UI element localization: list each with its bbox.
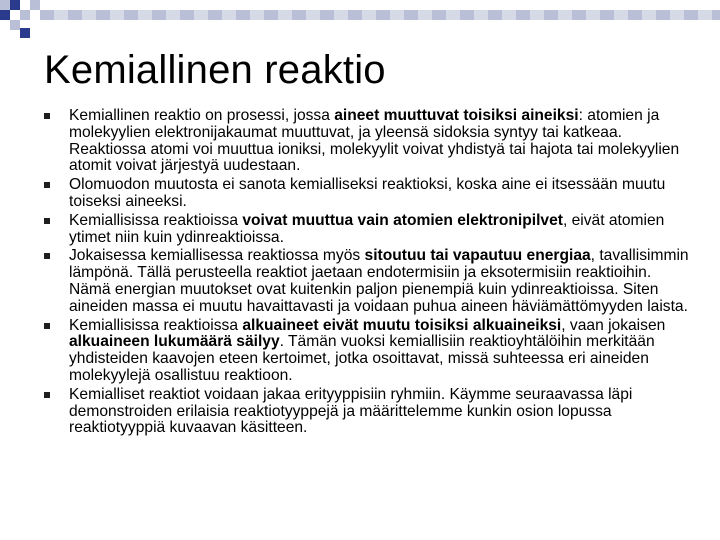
square-bullet-icon <box>44 253 50 259</box>
checker-band-cell <box>404 10 418 20</box>
checker-band-cell <box>334 10 348 20</box>
bullet-text <box>69 212 664 246</box>
checker-band-cell <box>82 10 96 20</box>
text-run: Jokaisessa kemiallisessa reaktiossa myös <box>69 247 365 265</box>
checker-band-cell <box>712 10 720 20</box>
bullet-text <box>69 247 689 314</box>
checker-band-cell <box>460 10 474 20</box>
text-run: Kemiallisissa reaktioissa <box>69 211 243 229</box>
checker-band-cell <box>642 10 656 20</box>
bullet-text <box>69 176 665 210</box>
text-run: , eivät atomien ytimet niin kuin ydinreaktioissa. <box>69 211 665 246</box>
checker-band-cell <box>516 10 530 20</box>
checker-band-cell <box>208 10 222 20</box>
checker-square <box>0 0 10 10</box>
bullet-list <box>44 108 694 439</box>
checker-band-cell <box>138 10 152 20</box>
checker-band-cell <box>544 10 558 20</box>
checker-band-cell <box>684 10 698 20</box>
checker-band-cell <box>264 10 278 20</box>
checker-band-cell <box>558 10 572 20</box>
checker-band-cell <box>390 10 404 20</box>
square-bullet-icon <box>44 218 50 224</box>
checker-band-cell <box>40 10 54 20</box>
checker-band-cell <box>194 10 208 20</box>
bold-phrase: alkuaineet eivät muutu toisiksi alkuaineiksi <box>242 316 562 334</box>
square-bullet-icon <box>44 113 50 119</box>
checker-band-cell <box>68 10 82 20</box>
bold-phrase: aineet muuttuvat toisiksi aineiksi <box>334 107 579 124</box>
checker-band-cell <box>530 10 544 20</box>
checker-band-cell <box>474 10 488 20</box>
square-bullet-icon <box>44 182 50 188</box>
checker-band-cell <box>418 10 432 20</box>
checker-square <box>10 20 20 30</box>
checker-band-cell <box>432 10 446 20</box>
checker-band-cell <box>376 10 390 20</box>
checker-band-cell <box>600 10 614 20</box>
text-run: , tavallisimmin lämpönä. Tällä perusteella reaktiot jaetaan endotermisiin ja eksotermisiin reaktioihin. Nämä energian muutokset ovat kuitenkin paljon pienempiä kuin ydinreaktioissa. Siten aineiden massa ei muutu havaittavasti ja voidaan puhua aineen häviämättömyyden laista. <box>69 247 689 315</box>
checker-band-cell <box>698 10 712 20</box>
checker-band-cell <box>222 10 236 20</box>
checker-band-cell <box>670 10 684 20</box>
checker-band-cell <box>54 10 68 20</box>
bullet-item-6 <box>44 387 694 437</box>
square-bullet-icon <box>44 323 50 329</box>
checker-square <box>0 10 10 20</box>
checker-band-cell <box>586 10 600 20</box>
bullet-item-4 <box>44 248 694 315</box>
checker-band-cell <box>362 10 376 20</box>
text-run: Olomuodon muutosta ei sanota kemialliseksi reaktioksi, koska aine ei itsessään muutu toiseksi aineeksi. <box>69 176 666 210</box>
bullet-text <box>69 386 632 437</box>
checker-band-cell <box>572 10 586 20</box>
checker-band-cell <box>628 10 642 20</box>
text-run: , vaan jokaisen <box>561 316 666 334</box>
square-bullet-icon <box>44 392 50 398</box>
checker-band-cell <box>502 10 516 20</box>
checker-band-cell <box>488 10 502 20</box>
checker-band-cell <box>236 10 250 20</box>
bold-phrase: sitoutuu tai vapautuu energiaa <box>364 247 591 265</box>
checker-square <box>10 0 20 10</box>
checker-band-cell <box>320 10 334 20</box>
bullet-item-2 <box>44 177 694 211</box>
text-run: : atomien ja molekyylien elektronijakaumat muuttuvat, ja yleensä sidoksia syntyy tai katkeaa. Reaktiossa atomi voi muuttua ioniksi, molekyylit voivat yhdistyä tai hajota tai molekyylien atomit voivat järjestyä uudestaan. <box>69 107 680 175</box>
text-run: Kemiallisissa reaktioissa <box>69 316 243 334</box>
checker-square <box>30 0 40 10</box>
checker-band-cell <box>292 10 306 20</box>
checker-band-cell <box>656 10 670 20</box>
checker-square <box>20 10 30 20</box>
checker-band-cell <box>110 10 124 20</box>
checker-band-cell <box>96 10 110 20</box>
bullet-item-5 <box>44 318 694 385</box>
checker-band-cell <box>152 10 166 20</box>
text-run: Kemialliset reaktiot voidaan jakaa erityyppisiin ryhmiin. Käymme seuraavassa läpi demonstroiden erilaisia reaktiotyyppejä ja määrittelemme kunkin osion lopussa reaktiotyyppiä kuvaavan käsitteen. <box>69 385 633 437</box>
checker-square <box>20 28 30 38</box>
bullet-item-1 <box>44 108 694 175</box>
slide-title: Kemiallinen reaktio <box>44 48 386 92</box>
text-run: Kemiallinen reaktio on prosessi, jossa <box>69 107 335 124</box>
checker-band-cell <box>348 10 362 20</box>
bullet-text <box>69 107 679 174</box>
bullet-item-3 <box>44 213 694 247</box>
text-run: . Tämän vuoksi kemiallisiin reaktioyhtälöihin merkitään yhdisteiden kaavojen eteen kertoimet, jotka osoittavat, missä suhteessa eri aineiden molekyylejä osallistuu reaktioon. <box>69 333 655 384</box>
checker-band-cell <box>278 10 292 20</box>
checker-band-cell <box>124 10 138 20</box>
checker-band-cell <box>180 10 194 20</box>
checker-band-cell <box>614 10 628 20</box>
checker-band-cell <box>166 10 180 20</box>
bullet-text <box>69 317 665 384</box>
checker-band-cell <box>446 10 460 20</box>
checker-band-cell <box>306 10 320 20</box>
decorative-checker-header <box>0 0 720 40</box>
bold-phrase: voivat muuttua vain atomien elektronipilvet <box>242 211 563 229</box>
checker-band-cell <box>250 10 264 20</box>
bold-phrase: alkuaineen lukumäärä säilyy <box>69 333 280 351</box>
